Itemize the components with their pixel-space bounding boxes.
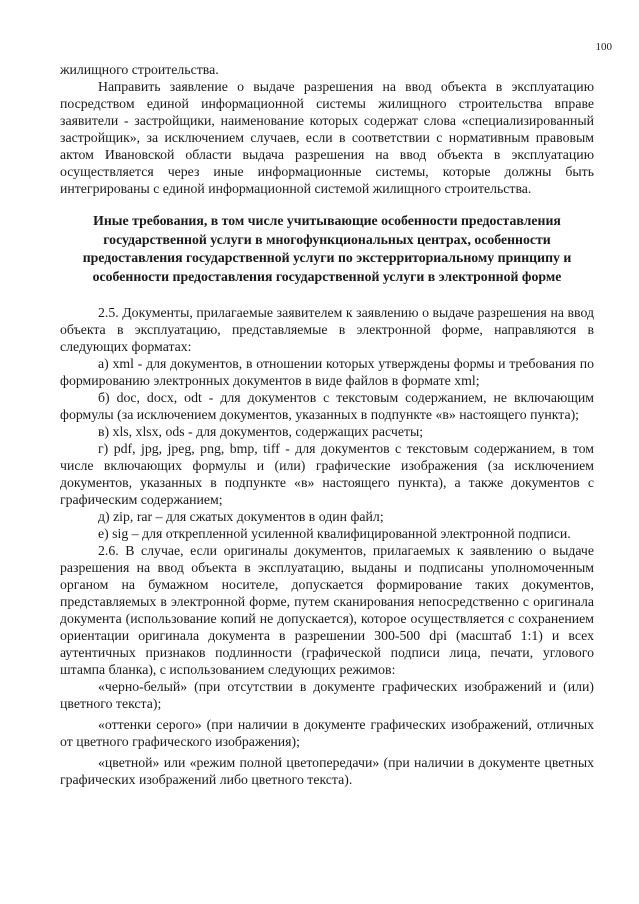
list-item-e: е) sig – для открепленной усиленной квалифицированной электронной подписи. [98,526,571,541]
paragraph-application-submission: Направить заявление о выдаче разрешения на ввод объекта в эксплуатацию посредством единой информационной системы жилищного строительства вправе заявители - застройщики, наименование которых содержат слова «специализированный застройщик», за исключением случаев, если в соответствии с нормативным правовым актом Ивановской области выдача разрешения на ввод объекта в эксплуатацию осуществляется через иные информационные системы, которые должны быть интегрированы с единой информационной системой жилищного строительства. [60,79,594,196]
list-item-v: в) xls, xlsx, ods - для документов, содержащих расчеты; [98,424,424,439]
scan-mode-grayscale: «оттенки серого» (при наличии в документе графических изображений, отличных от цветного графического изображения); [60,717,594,749]
list-item-b: б) doc, docx, odt - для документов с текстовым содержанием, не включающим формулы (за исключением документов, указанных в подпункте «в» настоящего пункта); [60,390,594,422]
page-number: 100 [595,41,612,53]
section-heading: Иные требования, в том числе учитывающие особенности предоставления государственной услуги в многофункциональных центрах, особенности предоставления государственной услуги по экстерриториальному принципу и особенности предоставления государственной услуги в электронной форме [82,213,572,284]
list-item-a: а) xml - для документов, в отношении которых утверждены формы и требования по формированию электронных документов в виде файлов в формате xml; [60,356,594,388]
paragraph-2-5-intro: 2.5. Документы, прилагаемые заявителем к заявлению о выдаче разрешения на ввод объекта в эксплуатацию, представляемые в электронной форме, направляются в следующих форматах: [60,305,594,354]
paragraph-2-6-intro: 2.6. В случае, если оригиналы документов, прилагаемых к заявлению о выдаче разрешения на ввод объекта в эксплуатацию, выданы и подписаны уполномоченным органом на бумажном носителе, допускается формирование таких документов, представляемых в электронной форме, путем сканирования непосредственно с оригинала документа (использование копий не допускается), которое осуществляется с сохранением ориентации оригинала документа в разрешении 300-500 dpi (масштаб 1:1) и всех аутентичных признаков подлинности (графической подписи лица, печати, углового штампа бланка), с использованием следующих режимов: [60,543,594,677]
scan-mode-black-white: «черно-белый» (при отсутствии в документе графических изображений и (или) цветного текста); [60,679,594,711]
list-item-g: г) pdf, jpg, jpeg, png, bmp, tiff - для документов с текстовым содержанием, в том числе включающих формулы и (или) графические изображения (за исключением документов, указанных в подпункте «в» настоящего пункта), а также документов с графическим содержанием; [60,441,594,507]
paragraph-continuation: жилищного строительства. [60,62,219,77]
scan-mode-color: «цветной» или «режим полной цветопередачи» (при наличии в документе цветных графических изображений либо цветного текста). [60,755,594,787]
list-item-d: д) zip, rar – для сжатых документов в один файл; [98,509,384,524]
document-body [60,61,594,788]
